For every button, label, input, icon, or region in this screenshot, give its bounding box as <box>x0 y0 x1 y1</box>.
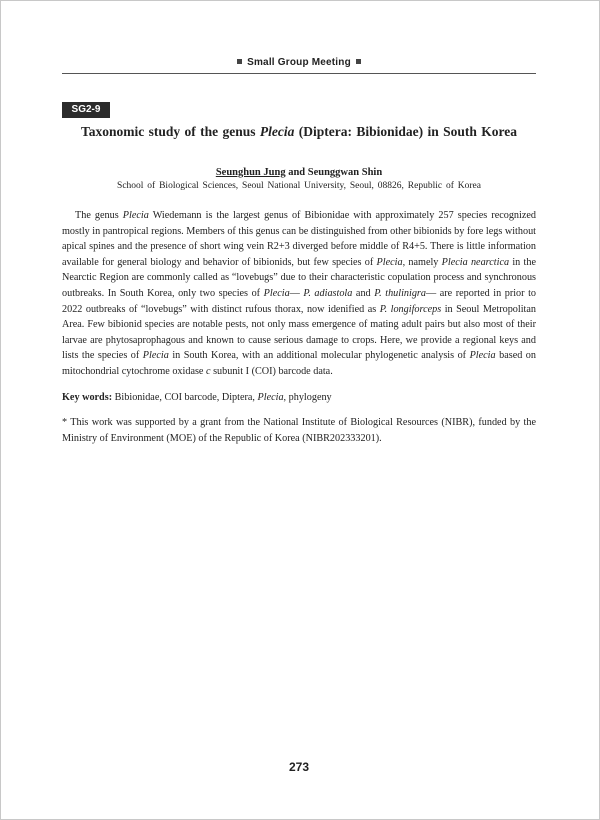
page-number: 273 <box>288 760 310 774</box>
abstract-text: subunit I (COI) barcode data. <box>210 365 333 377</box>
square-bullet-icon <box>356 59 361 64</box>
square-bullet-icon <box>237 59 242 64</box>
keywords-label: Key words: <box>62 392 113 403</box>
species-name: P. adiastola <box>303 287 353 299</box>
abstract-body <box>62 208 536 380</box>
abstract-text: , namely <box>402 256 442 268</box>
header-rule <box>62 73 536 74</box>
species-name: Plecia nearctica <box>441 256 510 268</box>
affiliation: School of Biological Sciences, Seoul National University, Seoul, 08826, Republic of Korea <box>117 181 481 191</box>
presenting-author: Seunghun Jung <box>215 167 286 178</box>
keywords <box>62 392 536 403</box>
running-header-text: Small Group Meeting <box>247 57 351 68</box>
abstract-text: in the Nearctic Region are commonly called as “lovebugs” due to their characteristic copulation process and synchronous outbreaks. In South Korea, only two species of <box>62 256 536 299</box>
genus-name: Plecia <box>263 287 290 299</box>
genus-name: Plecia <box>122 210 149 221</box>
funding-note: * This work was supported by a grant from the National Institute of Biological Resources (NIBR), funded by the Ministry of Environment (MOE) of the Republic of Korea (NIBR202333201). <box>62 417 536 444</box>
abstract-text: — are reported in prior to 2022 outbreaks of “lovebugs” with distinct rufous thorax, now idenified as <box>62 287 537 315</box>
genus-name: Plecia <box>142 350 169 362</box>
title-text: Taxonomic study of the genus <box>80 124 260 139</box>
abstract-text: Wiedemann is the largest genus of Bibionidae with approximately 257 species recognized mostly in pantropical regions. Members of this genus can be distinguished from other bibionids by fore legs without apical spines and the presence of short wing vein R2+3 diverged before middle of R4+5. There is little information available for general biology and behavior of bibionids, but few species of <box>62 210 536 268</box>
species-name: P. thulinigra <box>374 287 426 299</box>
abstract-text: in Seoul Metropolitan Area. Few bibionid species are notable pests, not only mass emergence of mating adult pairs but also most of their larvae are phytosaprophagous and known to cause serious damage to crops. Here, we provide a regional keys and lists the species of <box>62 303 537 362</box>
author-list <box>62 167 536 178</box>
title-text-end: (Diptera: Bibionidae) in South Korea <box>294 124 518 139</box>
abstract-text: — <box>289 287 304 299</box>
keywords-genus: Plecia <box>257 392 284 403</box>
genus-name: Plecia <box>376 256 403 268</box>
abstract-text: and <box>352 287 375 299</box>
italic-letter: c <box>206 365 211 377</box>
abstract-text: based on mitochondrial cytochrome oxidase <box>62 350 536 377</box>
abstract-text: in South Korea, with an additional molecular phylogenetic analysis of <box>168 350 470 362</box>
genus-name: Plecia <box>469 350 496 362</box>
species-name: P. longiforceps <box>379 303 442 315</box>
keywords-text-end: , phylogeny <box>283 392 332 403</box>
running-header <box>62 57 536 68</box>
keywords-text: Bibionidae, COI barcode, Diptera, <box>112 392 258 403</box>
title-genus: Plecia <box>259 124 295 139</box>
paper-title <box>62 124 536 140</box>
abstract-text: The genus <box>75 210 123 221</box>
session-code-badge: SG2-9 <box>62 102 110 118</box>
co-author: and Seunggwan Shin <box>285 167 383 178</box>
